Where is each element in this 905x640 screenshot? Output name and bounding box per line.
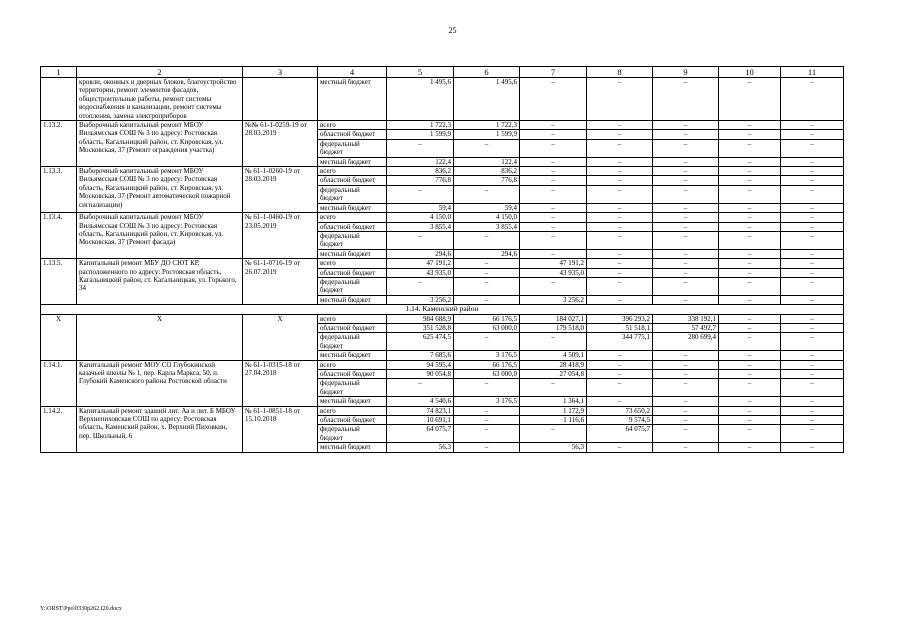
amount-cell: – — [520, 222, 587, 231]
amount-cell: – — [454, 268, 520, 277]
amount-cell: – — [587, 277, 653, 295]
amount-cell: 4 540,6 — [387, 397, 454, 406]
amount-cell: 1 116,6 — [520, 416, 587, 425]
amount-cell: – — [653, 397, 719, 406]
column-header: 9 — [653, 67, 719, 78]
amount-cell: 1 495,6 — [387, 78, 454, 121]
amount-cell: – — [781, 167, 844, 176]
amount-cell: 47 191,2 — [387, 259, 454, 268]
amount-cell: 4 509,1 — [520, 351, 587, 360]
amount-cell: 51 518,1 — [587, 323, 653, 332]
funding-source: местный бюджет — [318, 351, 387, 360]
amount-cell: – — [719, 222, 781, 231]
amount-cell: – — [781, 139, 844, 157]
amount-cell: – — [587, 203, 653, 212]
amount-cell: – — [520, 379, 587, 397]
amount-cell: – — [781, 295, 844, 304]
amount-cell: – — [520, 185, 587, 203]
amount-cell: – — [781, 323, 844, 332]
table-row — [41, 78, 844, 121]
document-reference: №№ 61-1-0259-19 от 28.03.2019 — [243, 121, 318, 167]
amount-cell: 56,3 — [387, 443, 454, 452]
amount-cell: 122,4 — [387, 157, 454, 166]
amount-cell: – — [653, 249, 719, 258]
amount-cell: – — [653, 78, 719, 121]
amount-cell: – — [520, 213, 587, 222]
amount-cell: – — [781, 78, 844, 121]
amount-cell: – — [520, 167, 587, 176]
amount-cell: 47 191,2 — [520, 259, 587, 268]
funding-source: федеральный бюджет — [318, 231, 387, 249]
amount-cell: – — [719, 360, 781, 369]
amount-cell: – — [587, 259, 653, 268]
amount-cell: – — [520, 277, 587, 295]
amount-cell: – — [454, 333, 520, 351]
funding-source: всего — [318, 314, 387, 323]
amount-cell: – — [653, 416, 719, 425]
table-row — [41, 406, 844, 415]
section-row — [41, 305, 844, 314]
amount-cell: – — [719, 268, 781, 277]
amount-cell: – — [719, 295, 781, 304]
amount-cell: – — [719, 333, 781, 351]
column-header: 2 — [77, 67, 243, 78]
funding-source: областной бюджет — [318, 268, 387, 277]
table-row — [41, 167, 844, 176]
amount-cell: – — [719, 121, 781, 130]
amount-cell: – — [454, 379, 520, 397]
amount-cell: – — [653, 295, 719, 304]
funding-source: областной бюджет — [318, 222, 387, 231]
amount-cell: 338 192,1 — [653, 314, 719, 323]
amount-cell: – — [587, 213, 653, 222]
amount-cell: – — [653, 351, 719, 360]
document-reference — [243, 78, 318, 121]
amount-cell: 64 075,7 — [587, 425, 653, 443]
amount-cell: – — [587, 176, 653, 185]
amount-cell: – — [653, 443, 719, 452]
amount-cell: – — [781, 397, 844, 406]
amount-cell: 9 574,5 — [587, 416, 653, 425]
funding-source: местный бюджет — [318, 157, 387, 166]
amount-cell: – — [781, 370, 844, 379]
amount-cell: – — [454, 295, 520, 304]
amount-cell: – — [387, 277, 454, 295]
amount-cell: – — [719, 314, 781, 323]
amount-cell: – — [653, 277, 719, 295]
amount-cell: – — [454, 259, 520, 268]
funding-source: федеральный бюджет — [318, 379, 387, 397]
amount-cell: – — [653, 222, 719, 231]
amount-cell: – — [454, 139, 520, 157]
amount-cell: – — [587, 268, 653, 277]
amount-cell: – — [719, 259, 781, 268]
funding-source: всего — [318, 259, 387, 268]
funding-source: федеральный бюджет — [318, 139, 387, 157]
amount-cell: – — [653, 139, 719, 157]
amount-cell: 351 528,8 — [387, 323, 454, 332]
amount-cell: – — [587, 167, 653, 176]
funding-source: местный бюджет — [318, 78, 387, 121]
item-number: 1.13.5. — [41, 259, 77, 305]
amount-cell: – — [653, 425, 719, 443]
amount-cell: – — [520, 78, 587, 121]
amount-cell: – — [719, 249, 781, 258]
funding-source: федеральный бюджет — [318, 185, 387, 203]
amount-cell: 4 150,0 — [387, 213, 454, 222]
amount-cell: 59,4 — [454, 203, 520, 212]
item-number: 1.14.2. — [41, 406, 77, 452]
amount-cell: – — [653, 231, 719, 249]
funding-source: местный бюджет — [318, 295, 387, 304]
amount-cell: 59,4 — [387, 203, 454, 212]
amount-cell: – — [653, 268, 719, 277]
document-reference: Х — [243, 314, 318, 360]
amount-cell: 43 935,0 — [520, 268, 587, 277]
file-path-footer: Y:\ORST\Ppo\0330p262.f20.docx — [40, 606, 122, 612]
document-reference: № 61-1-0716-19 от 26.07.2019 — [243, 259, 318, 305]
amount-cell: – — [653, 185, 719, 203]
funding-source: местный бюджет — [318, 249, 387, 258]
amount-cell: – — [719, 185, 781, 203]
funding-source: федеральный бюджет — [318, 425, 387, 443]
amount-cell: – — [781, 121, 844, 130]
amount-cell: – — [653, 130, 719, 139]
amount-cell: – — [719, 443, 781, 452]
amount-cell: 836,2 — [454, 167, 520, 176]
amount-cell: – — [719, 323, 781, 332]
amount-cell: – — [587, 351, 653, 360]
amount-cell: – — [653, 360, 719, 369]
page-number: 25 — [448, 26, 457, 35]
item-number: 1.13.3. — [41, 167, 77, 213]
amount-cell: – — [454, 425, 520, 443]
amount-cell: 179 518,0 — [520, 323, 587, 332]
amount-cell: 3 176,5 — [454, 397, 520, 406]
amount-cell: – — [454, 185, 520, 203]
amount-cell: – — [653, 370, 719, 379]
amount-cell: – — [653, 176, 719, 185]
amount-cell: – — [719, 130, 781, 139]
item-description: Х — [77, 314, 243, 360]
amount-cell: – — [587, 379, 653, 397]
funding-source: областной бюджет — [318, 370, 387, 379]
table-row — [41, 121, 844, 130]
column-header: 4 — [318, 67, 387, 78]
amount-cell: 66 176,5 — [454, 314, 520, 323]
item-description: кровли, оконных и дверных блоков, благоустройство территории, ремонт элементов фасадов, общестроительные работы, ремонт системы водоснабжения и канализации, ремонт системы отопления, замена электроприборов — [77, 78, 243, 121]
amount-cell: 7 685,6 — [387, 351, 454, 360]
amount-cell: 10 691,1 — [387, 416, 454, 425]
amount-cell: – — [454, 443, 520, 452]
amount-cell: – — [781, 222, 844, 231]
item-number: 1.13.2. — [41, 121, 77, 167]
amount-cell: 294,6 — [387, 249, 454, 258]
amount-cell: 1 172,9 — [520, 406, 587, 415]
amount-cell: – — [781, 360, 844, 369]
amount-cell: – — [781, 333, 844, 351]
amount-cell: – — [781, 268, 844, 277]
amount-cell: – — [387, 379, 454, 397]
amount-cell: 280 699,4 — [653, 333, 719, 351]
amount-cell: 294,6 — [454, 249, 520, 258]
amount-cell: 73 650,2 — [587, 406, 653, 415]
item-number: 1.14.1. — [41, 360, 77, 406]
funding-source: всего — [318, 406, 387, 415]
amount-cell: – — [781, 277, 844, 295]
amount-cell: – — [719, 176, 781, 185]
amount-cell: – — [587, 370, 653, 379]
amount-cell: 1 495,6 — [454, 78, 520, 121]
amount-cell: – — [719, 157, 781, 166]
funding-source: местный бюджет — [318, 443, 387, 452]
amount-cell: – — [520, 249, 587, 258]
amount-cell: – — [653, 167, 719, 176]
document-reference: № 61-1-0851-18 от 15.10.2018 — [243, 406, 318, 452]
amount-cell: – — [781, 249, 844, 258]
amount-cell: – — [653, 203, 719, 212]
amount-cell: – — [781, 203, 844, 212]
item-description: Выборочный капитальный ремонт МБОУ Вильямсская СОШ № 3 по адресу: Ростовская область, Кагальницкий район, ст. Кировская, ул. Московская, 37 (Ремонт фасада) — [77, 213, 243, 259]
amount-cell: – — [520, 121, 587, 130]
amount-cell: 28 418,9 — [520, 360, 587, 369]
amount-cell: – — [781, 443, 844, 452]
table-row — [41, 213, 844, 222]
amount-cell: 90 054,8 — [387, 370, 454, 379]
amount-cell: – — [520, 231, 587, 249]
item-description: Выборочный капитальный ремонт МБОУ Вильямсская СОШ № 3 по адресу: Ростовская область, Кагальницкий район, ст. Кировская, ул. Московская, 37 (Ремонт ограждения участка) — [77, 121, 243, 167]
amount-cell: – — [781, 213, 844, 222]
amount-cell: – — [719, 213, 781, 222]
amount-cell: – — [587, 121, 653, 130]
amount-cell: – — [520, 425, 587, 443]
amount-cell: – — [781, 259, 844, 268]
amount-cell: 63 000,0 — [454, 370, 520, 379]
funding-source: всего — [318, 167, 387, 176]
column-header: 7 — [520, 67, 587, 78]
amount-cell: 776,8 — [454, 176, 520, 185]
column-header: 11 — [781, 67, 844, 78]
amount-cell: – — [653, 157, 719, 166]
amount-cell: – — [719, 416, 781, 425]
amount-cell: 1 364,1 — [520, 397, 587, 406]
amount-cell: – — [520, 176, 587, 185]
amount-cell: – — [719, 425, 781, 443]
document-reference: № 61-1-0260-19 от 28.03.2019 — [243, 167, 318, 213]
item-number: Х — [41, 314, 77, 360]
amount-cell: 344 775,1 — [587, 333, 653, 351]
amount-cell: – — [719, 406, 781, 415]
amount-cell: 3 855,4 — [454, 222, 520, 231]
amount-cell: – — [653, 379, 719, 397]
amount-cell: 3 855,4 — [387, 222, 454, 231]
amount-cell: – — [719, 277, 781, 295]
amount-cell: 3 256,2 — [387, 295, 454, 304]
amount-cell: – — [653, 259, 719, 268]
amount-cell: – — [520, 203, 587, 212]
document-reference: № 61-1-0315-18 от 27.04.2018 — [243, 360, 318, 406]
amount-cell: – — [781, 176, 844, 185]
amount-cell: 1 599,9 — [454, 130, 520, 139]
amount-cell: 57 492,7 — [653, 323, 719, 332]
item-description: Капитальный ремонт здаший лит. Аа и лит. Б МБОУ Верхнепиховская СОШ по адресу: Ростовская область, Каменский район, х. Верхний Пиховкин, пер. Школьный, 6 — [77, 406, 243, 452]
amount-cell: – — [520, 130, 587, 139]
funding-source: местный бюджет — [318, 397, 387, 406]
amount-cell: 184 027,1 — [520, 314, 587, 323]
amount-cell: – — [719, 397, 781, 406]
amount-cell: 3 256,2 — [520, 295, 587, 304]
column-header: 1 — [41, 67, 77, 78]
amount-cell: – — [454, 231, 520, 249]
amount-cell: 122,4 — [454, 157, 520, 166]
amount-cell: – — [781, 425, 844, 443]
amount-cell: – — [781, 157, 844, 166]
amount-cell: – — [387, 185, 454, 203]
amount-cell: 63 000,0 — [454, 323, 520, 332]
item-number: 1.13.4. — [41, 213, 77, 259]
amount-cell: 27 054,8 — [520, 370, 587, 379]
document-reference: № 61-1-0460-19 от 23.05.2019 — [243, 213, 318, 259]
column-header: 6 — [454, 67, 520, 78]
amount-cell: – — [781, 130, 844, 139]
amount-cell: – — [653, 213, 719, 222]
funding-source: областной бюджет — [318, 176, 387, 185]
amount-cell: – — [781, 185, 844, 203]
amount-cell: – — [587, 130, 653, 139]
amount-cell: – — [719, 78, 781, 121]
amount-cell: 984 688,9 — [387, 314, 454, 323]
funding-source: местный бюджет — [318, 203, 387, 212]
amount-cell: – — [719, 203, 781, 212]
amount-cell: – — [587, 222, 653, 231]
funding-source: областной бюджет — [318, 130, 387, 139]
amount-cell: – — [781, 406, 844, 415]
funding-source: федеральный бюджет — [318, 333, 387, 351]
amount-cell: – — [454, 277, 520, 295]
amount-cell: – — [781, 231, 844, 249]
item-description: Капитальный ремонт МОУ СО Глубокинской казачьей школы № 1, пер. Карла Маркса, 50, п. Глубокий Каменского района Ростовской области — [77, 360, 243, 406]
amount-cell: – — [719, 139, 781, 157]
table-row — [41, 314, 844, 323]
amount-cell: – — [587, 185, 653, 203]
amount-cell: 66 176,5 — [454, 360, 520, 369]
amount-cell: – — [781, 379, 844, 397]
amount-cell: 776,8 — [387, 176, 454, 185]
amount-cell: – — [587, 397, 653, 406]
amount-cell: 1 722,3 — [387, 121, 454, 130]
amount-cell: – — [587, 295, 653, 304]
amount-cell: 1 599,9 — [387, 130, 454, 139]
amount-cell: 74 823,1 — [387, 406, 454, 415]
amount-cell: – — [719, 379, 781, 397]
budget-table — [40, 66, 844, 453]
amount-cell: – — [454, 416, 520, 425]
funding-source: всего — [318, 360, 387, 369]
amount-cell: – — [520, 157, 587, 166]
amount-cell: – — [587, 78, 653, 121]
amount-cell: – — [587, 139, 653, 157]
amount-cell: 625 474,5 — [387, 333, 454, 351]
amount-cell: – — [587, 231, 653, 249]
amount-cell: – — [781, 351, 844, 360]
amount-cell: 3 176,5 — [454, 351, 520, 360]
amount-cell: – — [587, 157, 653, 166]
table-row — [41, 259, 844, 268]
item-description: Выборочный капитальный ремонт МБОУ Вильямсская СОШ № 3 по адресу: Ростовская область, Кагальницкий район, ст. Кировская, ул. Московская, 37 (Ремонт автоматической пожарной сигнализации) — [77, 167, 243, 213]
amount-cell: – — [719, 167, 781, 176]
section-title: 1.14. Каменский район — [41, 305, 844, 314]
column-header: 5 — [387, 67, 454, 78]
amount-cell: – — [520, 333, 587, 351]
funding-source: областной бюджет — [318, 416, 387, 425]
funding-source: федеральный бюджет — [318, 277, 387, 295]
item-number — [41, 78, 77, 121]
amount-cell: – — [653, 121, 719, 130]
amount-cell: – — [387, 139, 454, 157]
column-header: 10 — [719, 67, 781, 78]
amount-cell: 64 075,7 — [387, 425, 454, 443]
amount-cell: 94 595,4 — [387, 360, 454, 369]
amount-cell: – — [520, 139, 587, 157]
amount-cell: – — [454, 406, 520, 415]
header-row — [41, 67, 844, 78]
funding-source: областной бюджет — [318, 323, 387, 332]
amount-cell: 43 935,0 — [387, 268, 454, 277]
table-row — [41, 360, 844, 369]
amount-cell: – — [719, 231, 781, 249]
amount-cell: 56,3 — [520, 443, 587, 452]
amount-cell: – — [653, 406, 719, 415]
amount-cell: 396 293,2 — [587, 314, 653, 323]
column-header: 3 — [243, 67, 318, 78]
amount-cell: – — [719, 351, 781, 360]
amount-cell: – — [781, 314, 844, 323]
amount-cell: – — [587, 443, 653, 452]
amount-cell: – — [387, 231, 454, 249]
amount-cell: – — [719, 370, 781, 379]
column-header: 8 — [587, 67, 653, 78]
funding-source: всего — [318, 121, 387, 130]
funding-source: всего — [318, 213, 387, 222]
amount-cell: 1 722,3 — [454, 121, 520, 130]
item-description: Капитальный ремонт МБУ ДО СЮТ КР, расположенного по адресу: Ростовская область, Кагальницкий район, ст. Кагальницкая, ул. Горького, 34 — [77, 259, 243, 305]
amount-cell: 836,2 — [387, 167, 454, 176]
amount-cell: 4 150,0 — [454, 213, 520, 222]
amount-cell: – — [587, 249, 653, 258]
amount-cell: – — [781, 416, 844, 425]
amount-cell: – — [587, 360, 653, 369]
